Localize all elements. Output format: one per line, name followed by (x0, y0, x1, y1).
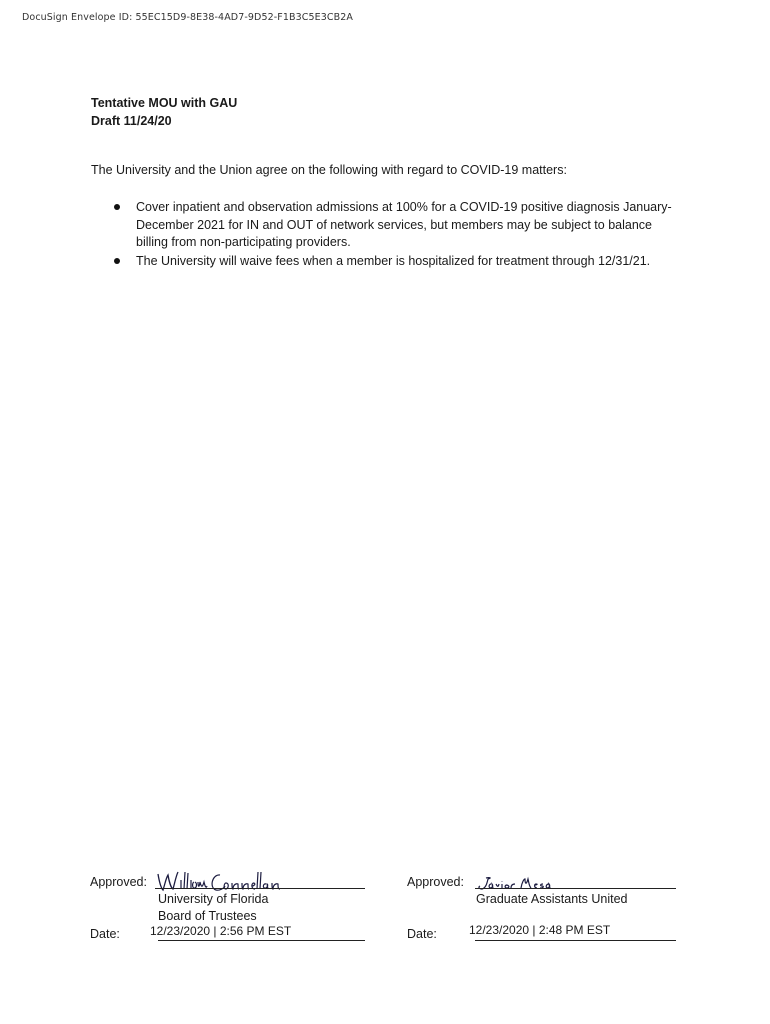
list-item-text: The University will waive fees when a member is hospitalized for treatment through 12/31/21. (136, 253, 651, 268)
bullet-icon (114, 258, 120, 264)
terms-list (112, 199, 682, 270)
organization-name: University of Florida (158, 892, 269, 906)
list-item-text: Cover inpatient and observation admissions at 100% for a COVID-19 positive diagnosis January-December 2021 for IN and OUT of network services, but members may be subject to balance billing from non-participating providers. (136, 200, 672, 249)
intro-paragraph: The University and the Union agree on the following with regard to COVID-19 matters: (91, 163, 567, 177)
approved-label: Approved: (407, 875, 464, 889)
organization-subname: Board of Trustees (158, 909, 257, 923)
list-item (112, 253, 682, 271)
draft-date-line: Draft 11/24/20 (91, 114, 172, 128)
date-label: Date: (90, 927, 120, 941)
signed-date: 12/23/2020 | 2:48 PM EST (469, 923, 611, 937)
date-line (475, 940, 676, 941)
approved-label: Approved: (90, 875, 147, 889)
list-item (112, 199, 682, 252)
bullet-icon (114, 204, 120, 210)
date-label: Date: (407, 927, 437, 941)
signed-date: 12/23/2020 | 2:56 PM EST (150, 924, 292, 938)
signature-line (475, 888, 676, 889)
signature-line (155, 888, 365, 889)
organization-name: Graduate Assistants United (476, 892, 628, 906)
document-title (91, 94, 237, 130)
docusign-envelope-id: DocuSign Envelope ID: 55EC15D9-8E38-4AD7-9D52-F1B3C5E3CB2A (22, 12, 353, 23)
title-line: Tentative MOU with GAU (91, 96, 238, 110)
date-line (158, 940, 365, 941)
